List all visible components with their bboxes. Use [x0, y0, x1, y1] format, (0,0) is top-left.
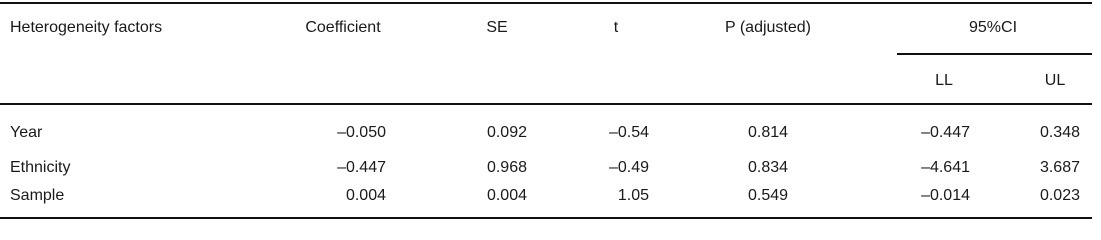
- row-se: 0.092: [486, 124, 527, 141]
- row-factor: Ethnicity: [10, 159, 71, 176]
- header-ll: LL: [935, 72, 953, 89]
- row-p-adjusted: 0.814: [747, 124, 789, 141]
- row-ll: –4.641: [921, 159, 970, 176]
- row-coefficient: –0.050: [337, 124, 386, 141]
- header-ul: UL: [1044, 72, 1066, 89]
- header-se: SE: [486, 19, 508, 36]
- row-t: 1.05: [617, 187, 649, 204]
- header-p-adjusted: P (adjusted): [725, 19, 811, 36]
- row-factor: Year: [10, 124, 43, 141]
- row-factor: Sample: [10, 187, 65, 204]
- header-t: t: [613, 19, 619, 36]
- table-top-rule: [0, 2, 1092, 4]
- row-coefficient: 0.004: [345, 187, 386, 204]
- header-coefficient: Coefficient: [305, 19, 381, 36]
- row-p-adjusted: 0.834: [747, 159, 789, 176]
- row-ll: –0.014: [921, 187, 970, 204]
- row-ul: 0.023: [1039, 187, 1080, 204]
- row-p-adjusted: 0.549: [747, 187, 789, 204]
- header-95ci: 95%CI: [968, 19, 1018, 36]
- table-bottom-rule: [0, 217, 1092, 219]
- row-ul: 3.687: [1039, 159, 1080, 176]
- row-se: 0.968: [486, 159, 527, 176]
- row-ul: 0.348: [1039, 124, 1080, 141]
- header-factor: Heterogeneity factors: [10, 19, 163, 36]
- row-ll: –0.447: [921, 124, 970, 141]
- row-coefficient: –0.447: [337, 159, 386, 176]
- row-t: –0.54: [608, 124, 649, 141]
- table-header-rule: [0, 103, 1092, 105]
- row-t: –0.49: [608, 159, 649, 176]
- ci-header-rule: [897, 53, 1092, 55]
- row-se: 0.004: [486, 187, 527, 204]
